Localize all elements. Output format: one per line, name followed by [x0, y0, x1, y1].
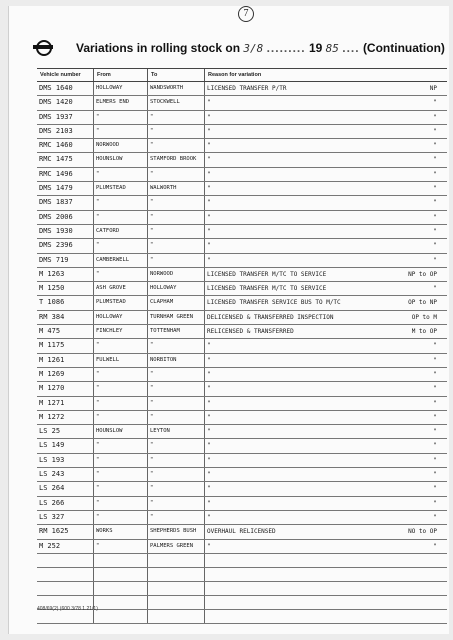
- from-depot: ": [94, 368, 148, 381]
- from-depot: CAMBERWELL: [94, 254, 148, 267]
- to-depot: SHEPHERDS BUSH: [148, 525, 205, 538]
- reason-text: ": [207, 513, 211, 521]
- status-note: ": [433, 127, 437, 135]
- status-note: NP: [429, 85, 437, 92]
- status-note: ": [433, 370, 437, 378]
- status-note: NO to OP: [408, 528, 437, 536]
- status-note: ": [433, 342, 437, 350]
- to-depot: ": [148, 339, 205, 352]
- from-depot: ": [94, 125, 148, 138]
- table-row: [37, 497, 447, 511]
- column-header: From: [94, 69, 148, 81]
- reason-cell: [205, 511, 447, 524]
- status-note: ": [433, 185, 437, 193]
- reason-cell: [205, 397, 447, 410]
- status-note: ": [433, 142, 437, 150]
- reason-cell: [205, 354, 447, 367]
- to-depot: ": [148, 439, 205, 452]
- table-row: [37, 96, 447, 110]
- to-depot: TOTTENHAM: [148, 325, 205, 338]
- reason-cell: [205, 325, 447, 338]
- table-row: [37, 211, 447, 225]
- from-depot: HOLLOWAY: [94, 82, 148, 95]
- to-depot: WANDSWORTH: [148, 82, 205, 95]
- vehicle-number: LS 264: [37, 482, 94, 495]
- vehicle-number: DMS 2396: [37, 239, 94, 252]
- reason-cell: [205, 311, 447, 324]
- reason-text: ": [207, 170, 211, 178]
- status-note: M to OP: [411, 328, 437, 336]
- column-header: To: [148, 69, 205, 81]
- from-depot: ASH GROVE: [94, 282, 148, 295]
- reason-text: ": [207, 399, 211, 407]
- from-depot: ": [94, 239, 148, 252]
- vehicle-number: M 1269: [37, 368, 94, 381]
- reason-cell: [205, 211, 447, 224]
- to-depot: ": [148, 111, 205, 124]
- year-handwritten: 85: [325, 42, 339, 55]
- vehicle-number: M 1250: [37, 282, 94, 295]
- empty-row: [37, 554, 447, 568]
- vehicle-number: T 1086: [37, 296, 94, 309]
- reason-cell: [205, 540, 447, 553]
- reason-cell: [205, 439, 447, 452]
- vehicle-number: RMC 1475: [37, 153, 94, 166]
- to-depot: ": [148, 211, 205, 224]
- reason-cell: [205, 111, 447, 124]
- reason-cell: [205, 468, 447, 481]
- table-row: [37, 282, 447, 296]
- from-depot: ": [94, 196, 148, 209]
- reason-cell: [205, 182, 447, 195]
- table-row: [37, 268, 447, 282]
- vehicle-number: DMS 2103: [37, 125, 94, 138]
- reason-text: ": [207, 99, 211, 107]
- vehicle-number: RMC 1496: [37, 168, 94, 181]
- from-depot: NORWOOD: [94, 139, 148, 152]
- to-depot: ": [148, 511, 205, 524]
- to-depot: ": [148, 382, 205, 395]
- vehicle-number: DMS 1640: [37, 82, 94, 95]
- reason-text: LICENSED TRANSFER M/TC TO SERVICE: [207, 285, 327, 293]
- from-depot: ": [94, 339, 148, 352]
- vehicle-number: LS 25: [37, 425, 94, 438]
- table-row: [37, 239, 447, 253]
- to-depot: ": [148, 168, 205, 181]
- title-prefix: Variations in rolling stock on: [76, 41, 241, 55]
- vehicle-number: DMS 1937: [37, 111, 94, 124]
- from-depot: ": [94, 111, 148, 124]
- continuation-label: (Continuation): [362, 41, 445, 55]
- status-note: ": [433, 356, 437, 364]
- from-depot: HOUNSLOW: [94, 425, 148, 438]
- table-row: [37, 311, 447, 325]
- vehicle-number: LS 266: [37, 497, 94, 510]
- status-note: ": [433, 227, 437, 235]
- reason-text: ": [207, 213, 211, 221]
- reason-cell: [205, 168, 447, 181]
- reason-text: RELICENSED & TRANSFERRED: [207, 328, 294, 336]
- reason-cell: [205, 268, 447, 281]
- table-row: [37, 125, 447, 139]
- reason-cell: [205, 139, 447, 152]
- from-depot: ": [94, 397, 148, 410]
- table-row: [37, 168, 447, 182]
- vehicle-number: M 1175: [37, 339, 94, 352]
- reason-cell: [205, 254, 447, 267]
- reason-text: ": [207, 542, 211, 550]
- from-depot: PLUMSTEAD: [94, 182, 148, 195]
- reason-text: LICENSED TRANSFER SERVICE BUS TO M/TC: [207, 299, 341, 307]
- vehicle-number: M 475: [37, 325, 94, 338]
- table-row: [37, 468, 447, 482]
- reason-cell: [205, 425, 447, 438]
- to-depot: WALWORTH: [148, 182, 205, 195]
- from-depot: ": [94, 439, 148, 452]
- status-note: ": [433, 99, 437, 107]
- to-depot: ": [148, 125, 205, 138]
- vehicle-number: RMC 1460: [37, 139, 94, 152]
- empty-row: [37, 596, 447, 610]
- vehicle-number: LS 149: [37, 439, 94, 452]
- form-title: Variations in rolling stock on 3/8 ......... 19 85 .... (Continuation): [76, 41, 445, 55]
- vehicle-number: M 1272: [37, 411, 94, 424]
- year-prefix: 19: [308, 41, 323, 55]
- vehicle-number: DMS 2006: [37, 211, 94, 224]
- vehicle-number: M 1263: [37, 268, 94, 281]
- status-note: ": [433, 213, 437, 221]
- to-depot: LEYTON: [148, 425, 205, 438]
- status-note: ": [433, 242, 437, 250]
- vehicle-number: M 252: [37, 540, 94, 553]
- to-depot: ": [148, 196, 205, 209]
- vehicle-number: RM 384: [37, 311, 94, 324]
- status-note: ": [433, 256, 437, 264]
- to-depot: ": [148, 254, 205, 267]
- reason-text: ": [207, 199, 211, 207]
- to-depot: STOCKWELL: [148, 96, 205, 109]
- form-footer: 408/69(2) (600 3/78 1.21/1): [37, 606, 98, 612]
- reason-text: ": [207, 227, 211, 235]
- empty-row: [37, 568, 447, 582]
- from-depot: WORKS: [94, 525, 148, 538]
- status-note: ": [433, 442, 437, 450]
- reason-cell: [205, 525, 447, 538]
- reason-text: ": [207, 471, 211, 479]
- status-note: OP to NP: [408, 299, 437, 307]
- reason-cell: [205, 339, 447, 352]
- from-depot: ELMERS END: [94, 96, 148, 109]
- table-row: [37, 354, 447, 368]
- from-depot: ": [94, 540, 148, 553]
- to-depot: ": [148, 497, 205, 510]
- vehicle-number: DMS 1837: [37, 196, 94, 209]
- from-depot: ": [94, 482, 148, 495]
- table-row: [37, 368, 447, 382]
- from-depot: FINCHLEY: [94, 325, 148, 338]
- status-note: ": [433, 542, 437, 550]
- reason-text: OVERHAUL RELICENSED: [207, 528, 276, 536]
- reason-text: ": [207, 356, 211, 364]
- status-note: ": [433, 471, 437, 479]
- table-header: [37, 68, 447, 82]
- vehicle-number: LS 193: [37, 454, 94, 467]
- table-row: [37, 225, 447, 239]
- reason-text: ": [207, 256, 211, 264]
- reason-cell: [205, 125, 447, 138]
- reason-text: ": [207, 385, 211, 393]
- form-sheet: [8, 6, 449, 634]
- reason-cell: [205, 282, 447, 295]
- reason-cell: [205, 411, 447, 424]
- page-number: 7: [238, 6, 254, 22]
- reason-cell: [205, 196, 447, 209]
- vehicle-number: RM 1625: [37, 525, 94, 538]
- to-depot: ": [148, 411, 205, 424]
- to-depot: HOLLOWAY: [148, 282, 205, 295]
- status-note: ": [433, 170, 437, 178]
- to-depot: ": [148, 397, 205, 410]
- reason-text: ": [207, 242, 211, 250]
- to-depot: ": [148, 225, 205, 238]
- reason-text: ": [207, 185, 211, 193]
- reason-text: DELICENSED & TRANSFERRED INSPECTION: [207, 313, 334, 321]
- reason-cell: [205, 482, 447, 495]
- status-note: ": [433, 399, 437, 407]
- vehicle-number: DMS 1479: [37, 182, 94, 195]
- vehicle-number: LS 243: [37, 468, 94, 481]
- status-note: ": [433, 199, 437, 207]
- to-depot: TURNHAM GREEN: [148, 311, 205, 324]
- status-note: ": [433, 513, 437, 521]
- from-depot: HOUNSLOW: [94, 153, 148, 166]
- reason-text: ": [207, 127, 211, 135]
- reason-cell: [205, 382, 447, 395]
- to-depot: ": [148, 239, 205, 252]
- reason-text: ": [207, 113, 211, 121]
- status-note: ": [433, 456, 437, 464]
- table-row: [37, 425, 447, 439]
- table-row: [37, 540, 447, 554]
- from-depot: CATFORD: [94, 225, 148, 238]
- table-row: [37, 139, 447, 153]
- vehicle-number: DMS 719: [37, 254, 94, 267]
- reason-text: ": [207, 413, 211, 421]
- table-row: [37, 482, 447, 496]
- reason-text: ": [207, 142, 211, 150]
- date-handwritten: 3/8: [243, 42, 264, 55]
- column-header: Vehicle number: [37, 69, 94, 81]
- status-note: ": [433, 428, 437, 436]
- empty-row: [37, 610, 447, 624]
- from-depot: ": [94, 511, 148, 524]
- from-depot: ": [94, 454, 148, 467]
- from-depot: ": [94, 168, 148, 181]
- table-row: [37, 153, 447, 167]
- from-depot: ": [94, 382, 148, 395]
- table-row: [37, 111, 447, 125]
- from-depot: ": [94, 268, 148, 281]
- status-note: ": [433, 113, 437, 121]
- table-row: [37, 325, 447, 339]
- reason-cell: [205, 454, 447, 467]
- vehicle-number: DMS 1420: [37, 96, 94, 109]
- to-depot: ": [148, 482, 205, 495]
- reason-text: ": [207, 156, 211, 164]
- table-row: [37, 339, 447, 353]
- to-depot: ": [148, 368, 205, 381]
- vehicle-number: M 1271: [37, 397, 94, 410]
- reason-cell: [205, 239, 447, 252]
- status-note: ": [433, 156, 437, 164]
- reason-text: ": [207, 499, 211, 507]
- from-depot: ": [94, 468, 148, 481]
- reason-cell: [205, 225, 447, 238]
- to-depot: ": [148, 468, 205, 481]
- reason-text: LICENSED TRANSFER M/TC TO SERVICE: [207, 270, 327, 278]
- reason-text: ": [207, 485, 211, 493]
- table-row: [37, 254, 447, 268]
- from-depot: ": [94, 497, 148, 510]
- table-row: [37, 196, 447, 210]
- to-depot: PALMERS GREEN: [148, 540, 205, 553]
- table-row: [37, 397, 447, 411]
- reason-cell: [205, 82, 447, 95]
- from-depot: ": [94, 211, 148, 224]
- status-note: ": [433, 499, 437, 507]
- to-depot: ": [148, 139, 205, 152]
- reason-text: ": [207, 342, 211, 350]
- vehicle-number: M 1270: [37, 382, 94, 395]
- reason-text: ": [207, 456, 211, 464]
- column-header: Reason for variation: [208, 72, 262, 78]
- to-depot: STAMFORD BROOK: [148, 153, 205, 166]
- table-row: [37, 439, 447, 453]
- reason-text: ": [207, 370, 211, 378]
- reason-cell: [205, 96, 447, 109]
- vehicle-number: LS 327: [37, 511, 94, 524]
- reason-cell: [205, 153, 447, 166]
- reason-text: LICENSED TRANSFER P/TR: [207, 85, 287, 92]
- table-row: [37, 296, 447, 310]
- status-note: OP to M: [411, 313, 437, 321]
- status-note: NP to OP: [408, 270, 437, 278]
- table-row: [37, 511, 447, 525]
- reason-text: ": [207, 428, 211, 436]
- vehicle-number: M 1261: [37, 354, 94, 367]
- reason-text: ": [207, 442, 211, 450]
- vehicle-number: DMS 1930: [37, 225, 94, 238]
- from-depot: FULWELL: [94, 354, 148, 367]
- empty-row: [37, 582, 447, 596]
- status-note: ": [433, 485, 437, 493]
- to-depot: NORBITON: [148, 354, 205, 367]
- london-transport-roundel-icon: [33, 40, 55, 56]
- table-row: [37, 182, 447, 196]
- to-depot: NORWOOD: [148, 268, 205, 281]
- status-note: ": [433, 385, 437, 393]
- reason-cell: [205, 368, 447, 381]
- to-depot: ": [148, 454, 205, 467]
- table-row: [37, 382, 447, 396]
- status-note: ": [433, 285, 437, 293]
- reason-cell: [205, 296, 447, 309]
- from-depot: HOLLOWAY: [94, 311, 148, 324]
- table-row: [37, 411, 447, 425]
- from-depot: ": [94, 411, 148, 424]
- from-depot: PLUMSTEAD: [94, 296, 148, 309]
- table-row: [37, 525, 447, 539]
- reason-cell: [205, 497, 447, 510]
- table-row: [37, 454, 447, 468]
- to-depot: CLAPHAM: [148, 296, 205, 309]
- table-row: [37, 82, 447, 96]
- variations-table: [37, 68, 447, 624]
- status-note: ": [433, 413, 437, 421]
